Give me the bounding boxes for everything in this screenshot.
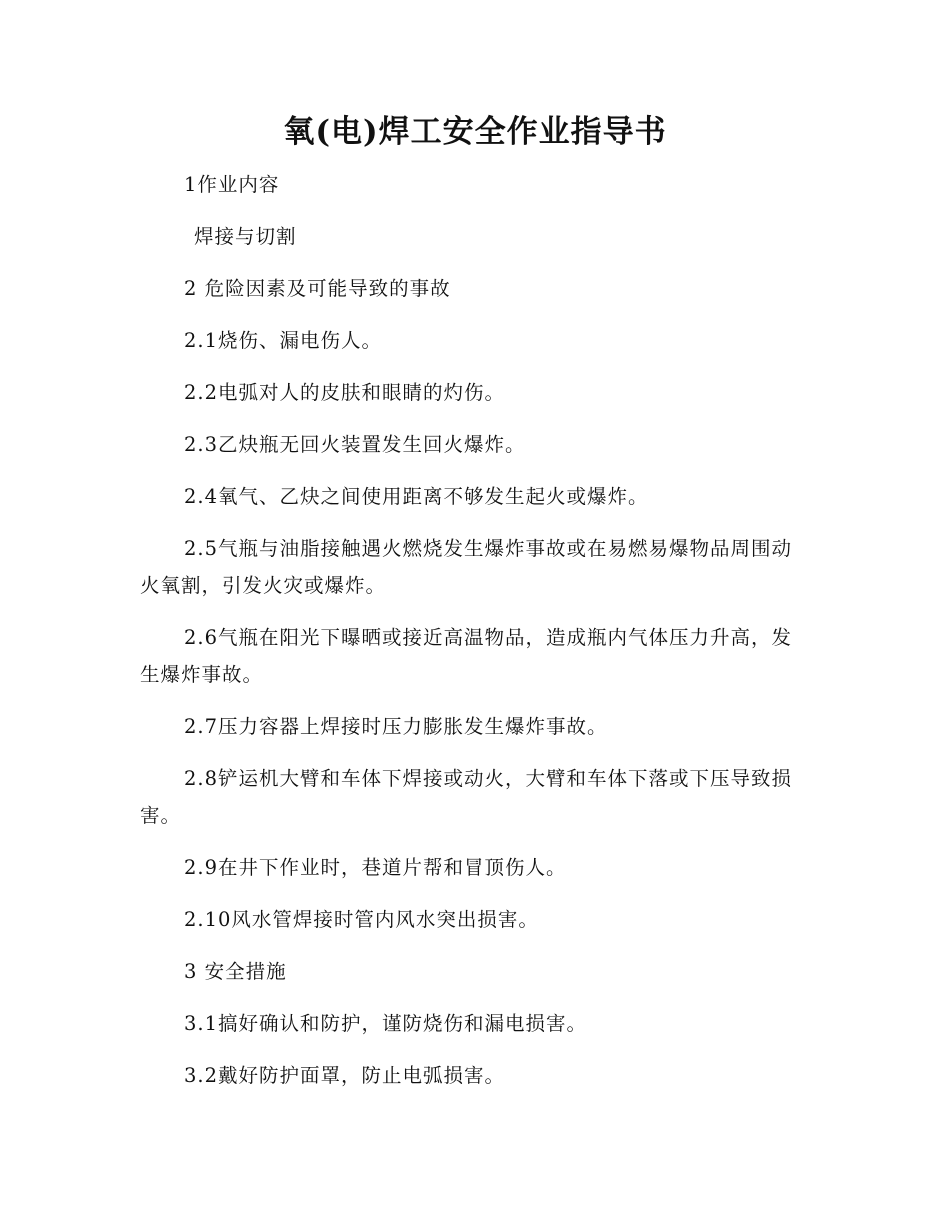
paragraph-3-1: 3.1搞好确认和防护，谨防烧伤和漏电损害。 [184, 1012, 588, 1035]
paragraph-2-6: 2.6气瓶在阳光下曝晒或接近高温物品，造成瓶内气体压力升高，发生爆炸事故。 [140, 626, 793, 686]
section-heading-3: 3 安全措施 [184, 960, 287, 983]
paragraph-2-7: 2.7压力容器上焊接时压力膨胀发生爆炸事故。 [184, 715, 608, 738]
document-title: 氧(电)焊工安全作业指导书 [283, 114, 667, 150]
paragraph-2-10: 2.10风水管焊接时管内风水突出损害。 [184, 908, 539, 931]
paragraph-2-2: 2.2电弧对人的皮肤和眼睛的灼伤。 [184, 381, 506, 404]
paragraph-work-content: 焊接与切割 [194, 225, 297, 248]
section-heading-1: 1作业内容 [184, 173, 280, 196]
paragraph-2-9: 2.9在井下作业时，巷道片帮和冒顶伤人。 [184, 856, 567, 879]
paragraph-2-1: 2.1烧伤、漏电伤人。 [184, 329, 383, 352]
paragraph-2-8: 2.8铲运机大臂和车体下焊接或动火，大臂和车体下落或下压导致损害。 [140, 767, 793, 827]
paragraph-2-5: 2.5气瓶与油脂接触遇火燃烧发生爆炸事故或在易燃易爆物品周围动火氧割，引发火灾或爆炸。 [140, 537, 793, 597]
paragraph-2-4: 2.4氧气、乙炔之间使用距离不够发生起火或爆炸。 [184, 485, 649, 508]
paragraph-2-3: 2.3乙炔瓶无回火装置发生回火爆炸。 [184, 433, 526, 456]
section-heading-2: 2 危险因素及可能导致的事故 [184, 277, 451, 300]
paragraph-3-2: 3.2戴好防护面罩，防止电弧损害。 [184, 1064, 506, 1087]
document-body [140, 166, 812, 1109]
